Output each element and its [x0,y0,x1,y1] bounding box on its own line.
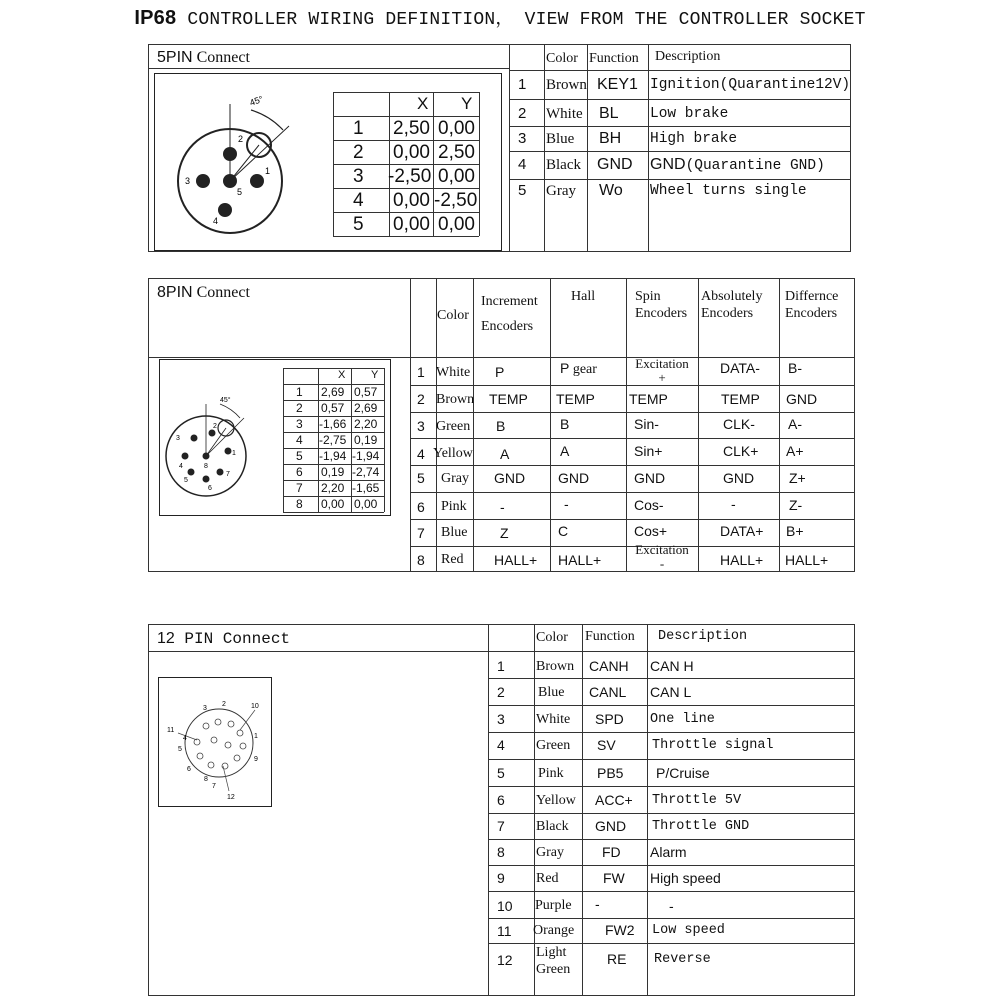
header-description: Description [655,49,721,64]
pin-label: 3 [185,176,191,186]
pin-label: 7 [226,471,230,478]
pin-label: 10 [251,703,259,710]
pin-label: 2 [222,701,226,708]
pin-label: 2 [213,423,217,430]
section-12pin: 12 PIN Connect Color Function Description 1 Brown CANH CAN H 2 Blue CANL CAN L 3 White SPD One line 4 Green SV Throttle signal 5 Pink PB5 P/Cruise 6 Yellow ACC+ Throttle 5V 7 Black GND Throttle GND 8 Gray FD Alarm 9 Red FW High speed 10 Purple - - 11 Orange FW2 Low speed 12 Light Green RE Reverse 1 2 3 4 5 6 7 8 9 10 11 12 [148,624,855,996]
diagram-12pin [158,677,272,807]
pin-label: 1 [232,450,236,457]
header-hall: Hall [571,289,596,304]
pin-label: 6 [187,766,191,773]
section-12pin-label: 12 PIN Connect [157,630,291,648]
header-color: Color [536,630,568,645]
pin-label: 1 [254,733,258,740]
xy-table-5pin: X Y 1 2,50 0,00 2 0,00 2,50 3 -2,50 0,00 4 0,00 -2,50 5 0,00 0,00 [333,92,479,236]
title-text: CONTROLLER WIRING DEFINITION， VIEW FROM THE CONTROLLER SOCKET [176,10,866,30]
diagram-8pin [159,359,391,516]
section-5pin: 5PIN Connect Color Function Description 1 Brown KEY1 Ignition(Quarantine12V) 2 White BL Low brake 3 Blue BH High brake 4 Black GND GND(Quarantine GND) 5 Gray Wo Wheel turns single 45° 2 3 5 1 4 X Y 1 2,50 0,00 2 0,00 2,50 3 -2,50 0,00 4 0,00 -2,50 5 0,00 0,00 [148,44,851,252]
pin-label: 8 [204,463,208,470]
section-8pin-label: 8PIN Connect [157,284,250,301]
pin-label: 5 [184,477,188,484]
pin-label: 9 [254,756,258,763]
section-5pin-label: 5PIN Connect [157,49,250,66]
pin-label: 4 [179,463,183,470]
xy-table-8pin: X Y 1 2,69 0,57 2 0,57 2,69 3 -1,66 2,20 4 -2,75 0,19 5 -1,94 -1,94 6 0,19 -2,74 7 2,20 -1,65 8 0,00 0,00 [283,368,384,512]
pin-label: 5 [237,187,243,197]
header-function: Function [585,629,635,644]
header-color: Color [546,51,578,66]
pin-label: 4 [213,216,219,226]
pin-label: 4 [183,735,187,742]
header-increment: Increment Encoders [481,294,538,334]
angle-label: 45° [220,397,231,404]
title-brand: IP68 [134,7,177,29]
pin-label: 3 [203,705,207,712]
pin-label: 12 [227,794,235,801]
page-title [0,4,1000,30]
header-difference: Differnce Encoders [785,289,839,321]
header-absolutely: Absolutely Encoders [701,289,763,321]
pin-label: 7 [212,783,216,790]
pin-label: 8 [204,776,208,783]
pin-label: 11 [167,727,175,734]
diagram-5pin [154,73,502,251]
header-color: Color [437,308,469,323]
section-8pin: 8PIN Connect Color Increment Encoders Hall Spin Encoders Absolutely Encoders Differnce Encoders 1 White P P gear Excitation + DATA- B- 2 Brown TEMP TEMP TEMP TEMP GND 3 Green B B Sin- CLK- A- 4 Yellow A A Sin+ CLK+ A+ 5 Gray GND GND GND GND Z+ 6 Pink - - Cos- - Z- 7 Blue Z C Cos+ DATA+ B+ 8 Red HALL+ HALL+ Excitation - HALL+ HALL+ 45° 2 3 4 1 8 5 6 7 X Y 1 2,69 0,57 2 0,57 2,69 3 -1,66 2,20 4 -2,75 0,19 5 -1,94 -1,94 6 0,19 -2,74 7 2,20 -1,65 8 0,00 0,00 [148,278,855,572]
pin-label: 5 [178,746,182,753]
header-spin: Spin Encoders [635,289,688,321]
header-function: Function [589,51,639,66]
header-description: Description [658,629,748,644]
pin-label: 1 [265,166,271,176]
angle-label: 45° [248,93,265,108]
connector-12pin-drawing [159,678,270,805]
pin-label: 3 [176,435,180,442]
pin-label: 6 [208,485,212,492]
pin-label: 2 [238,134,244,144]
